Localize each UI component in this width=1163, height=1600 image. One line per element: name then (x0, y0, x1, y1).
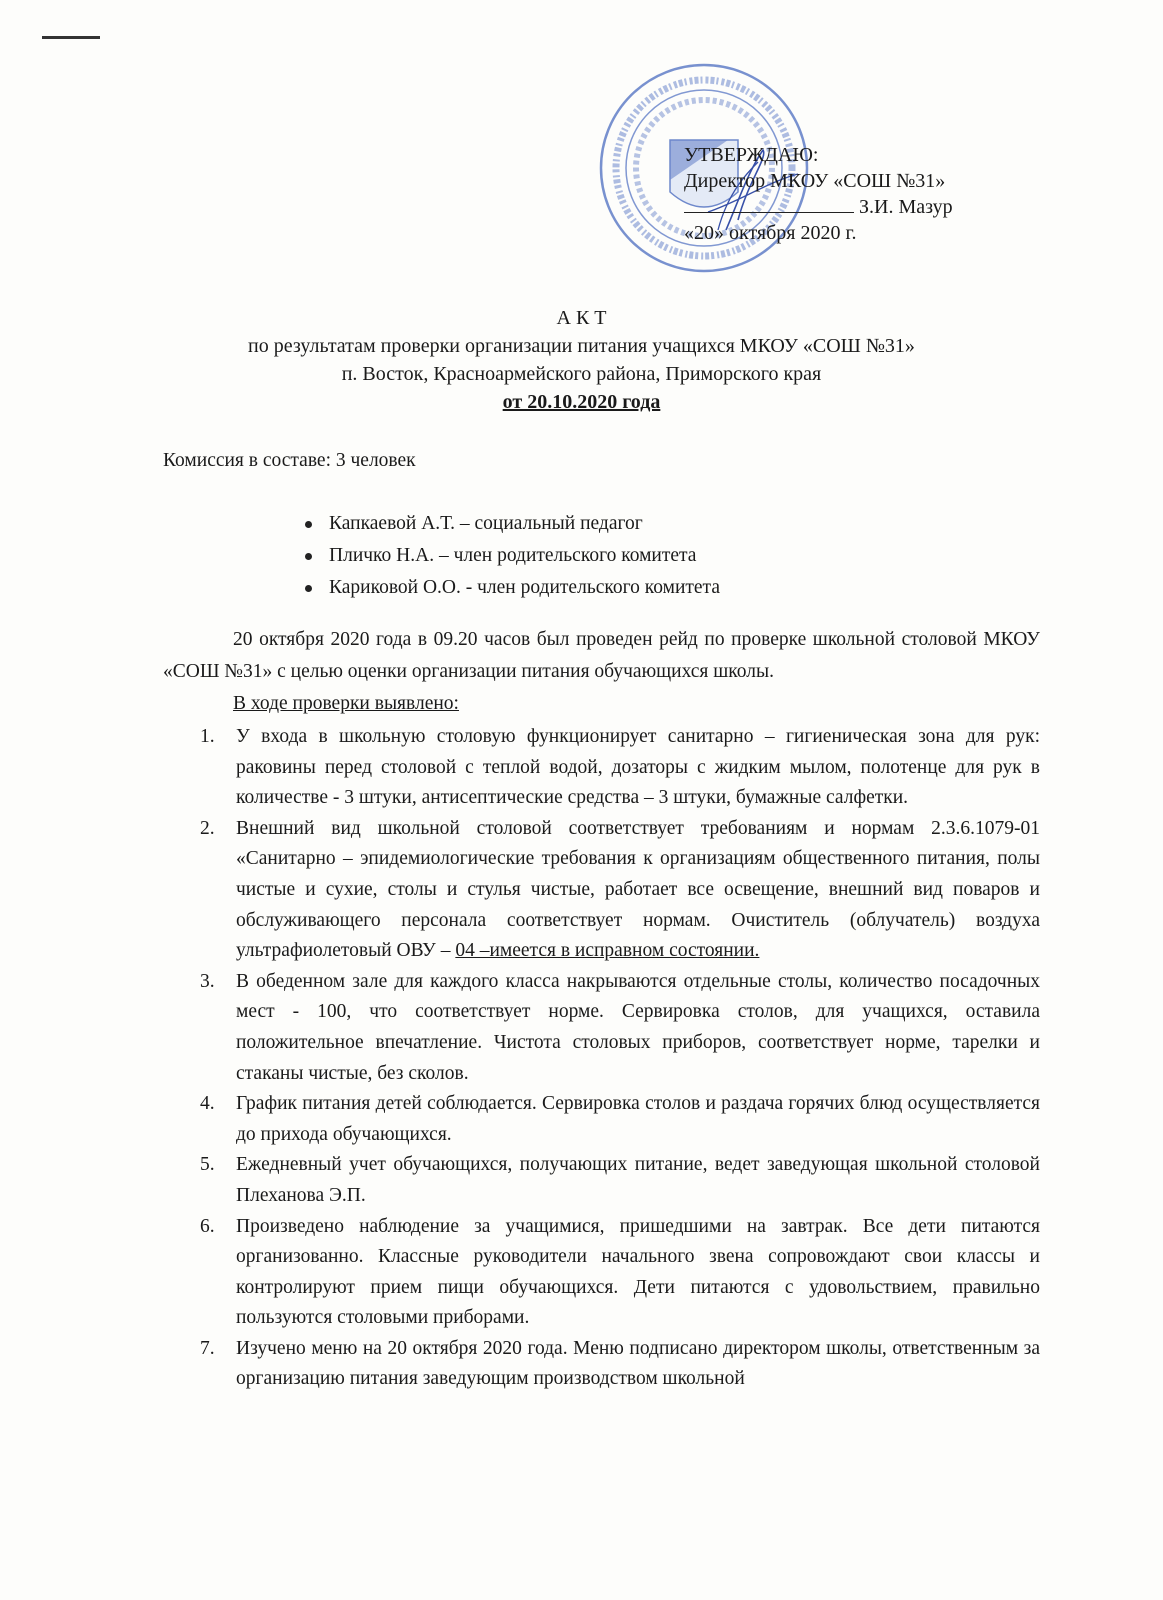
commission-member: Капкаевой А.Т. – социальный педагог (303, 508, 720, 540)
intro-paragraph: 20 октября 2020 года в 09.20 часов был проведен рейд по проверке школьной столовой МКОУ «СОШ №31» с целью оценки организации питания обучающихся школы. (163, 629, 1040, 682)
findings-heading: В ходе проверки выявлено: (233, 693, 459, 714)
approval-heading: УТВЕРЖДАЮ: (684, 144, 819, 166)
scan-mark (42, 36, 100, 39)
commission-member: Пличко Н.А. – член родительского комитета (303, 540, 720, 572)
document-title (0, 304, 1163, 416)
signature-line (684, 194, 854, 213)
list-item: 1. У входа в школьную столовую функционирует санитарно – гигиеническая зона для рук: раковины перед столовой с теплой водой, дозаторы с жидким мылом, полотенце для рук в количестве - 3 штуки, антисептические средства – 3 штуки, бумажные салфетки. (200, 726, 1040, 809)
commission-members (303, 508, 720, 604)
title-location: п. Восток, Красноармейского района, Приморского края (341, 363, 822, 385)
list-item: 7. Изучено меню на 20 октября 2020 года. Меню подписано директором школы, ответственным за организацию питания заведующим производством школьной (200, 1337, 1040, 1390)
list-item: 4. График питания детей соблюдается. Сервировка столов и раздача горячих блюд осуществляется до прихода обучающихся. (200, 1093, 1040, 1145)
title-date: от 20.10.2020 года (502, 391, 661, 413)
title-act: А К Т (556, 307, 607, 329)
list-item: 5. Ежедневный учет обучающихся, получающих питание, ведет заведующая школьной столовой Плеханова Э.П. (200, 1154, 1040, 1206)
list-item: 3. В обеденном зале для каждого класса накрываются отдельные столы, количество посадочных мест - 100, что соответствует норме. Сервировка столов, для учащихся, оставила положительное впечатление. Чистота столовых приборов, соответствует норме, тарелки и стаканы чистые, без сколов. (200, 970, 1040, 1084)
approval-name: З.И. Мазур (859, 196, 953, 218)
approval-position: Директор МКОУ «СОШ №31» (684, 170, 946, 192)
underlined-text: 04 –имеется в исправном состоянии. (455, 940, 760, 962)
list-item: 2. Внешний вид школьной столовой соответствует требованиям и нормам 2.3.6.1079-01 «Санитарно – эпидемиологические требования к организациям общественного питания, полы чистые и сухие, столы и стулья чистые, работает все освещение, внешний вид поваров и обслуживающего персонала соответствует нормам. Очиститель (облучатель) воздуха ультрафиолетовый ОВУ – 04 –имеется в исправном состоянии. (200, 817, 1040, 962)
commission-label: Комиссия в составе: 3 человек (163, 450, 416, 471)
approval-block (684, 142, 953, 246)
list-item: 6. Произведено наблюдение за учащимися, пришедшими на завтрак. Все дети питаются организованно. Классные руководители начального звена сопровождают свои классы и контролируют прием пищи обучающихся. Дети питаются с удовольствием, правильно пользуются столовыми приборами. (200, 1215, 1040, 1329)
approval-date: «20» октября 2020 г. (684, 222, 857, 244)
findings-list (200, 722, 1040, 1395)
commission-member: Кариковой О.О. - член родительского комитета (303, 572, 720, 604)
intro-block (163, 624, 1040, 720)
title-subject: по результатам проверки организации питания учащихся МКОУ «СОШ №31» (248, 335, 915, 357)
